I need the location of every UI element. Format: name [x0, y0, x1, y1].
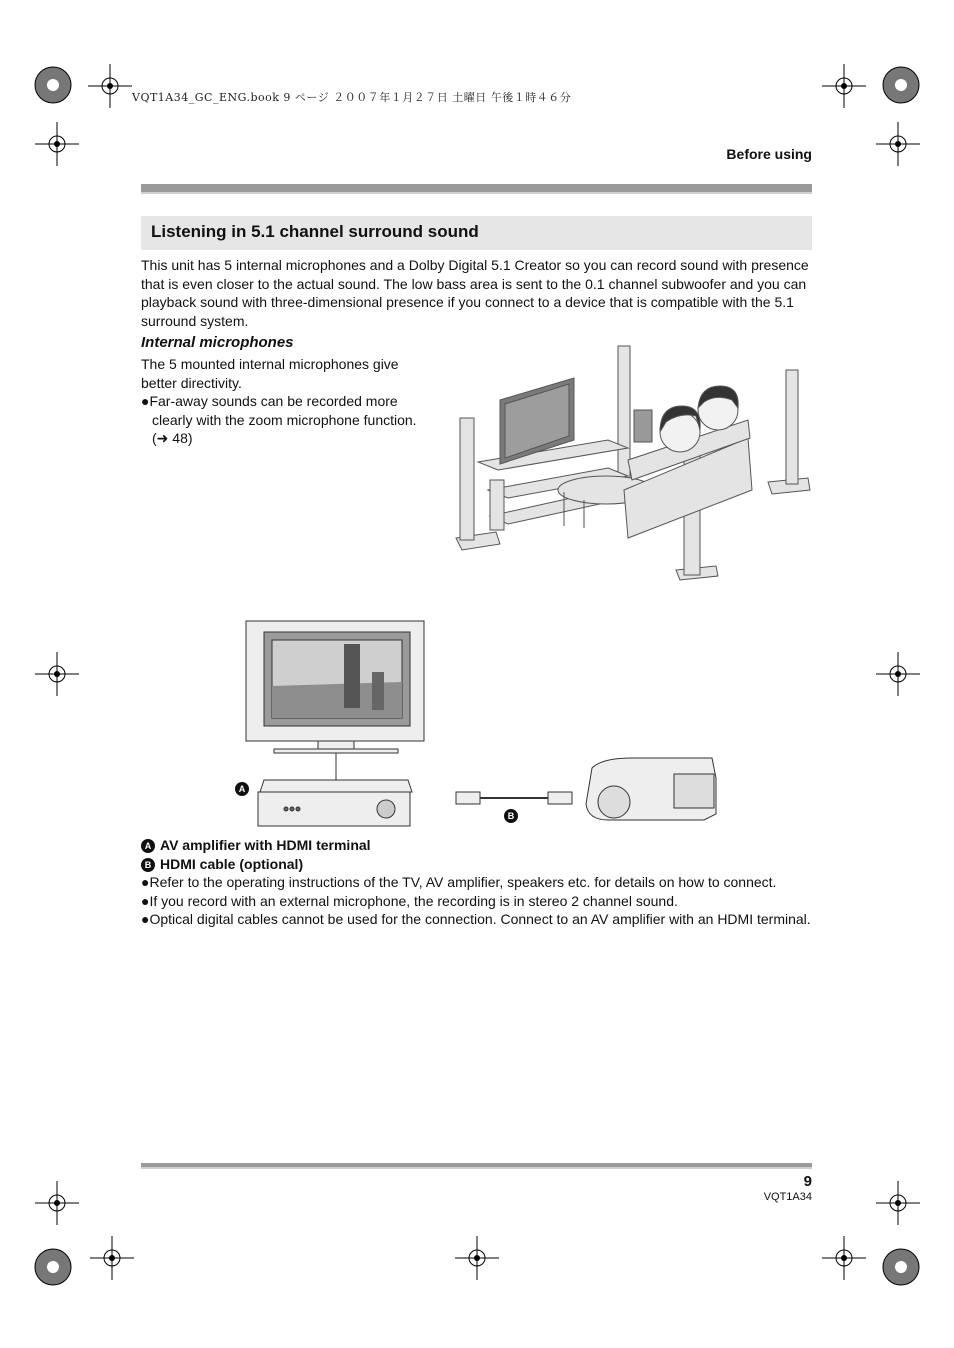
- registration-mark-icon: [876, 1242, 926, 1292]
- note-item: ●Optical digital cables cannot be used for the connection. Connect to an AV amplifier with an HDMI terminal.: [141, 911, 811, 928]
- crosshair-mark-icon: [35, 652, 79, 696]
- section-label: Before using: [726, 146, 812, 162]
- crosshair-mark-icon: [876, 1181, 920, 1225]
- crosshair-mark-icon: [88, 64, 132, 108]
- legend-item-b: [141, 855, 371, 874]
- badge-b-icon: B: [504, 809, 518, 823]
- internal-mics-bullet: ●Far-away sounds can be recorded more clearly with the zoom microphone function. (➜ 48): [141, 393, 417, 447]
- note-item: ●If you record with an external microphone, the recording is in stereo 2 channel sound.: [141, 892, 678, 909]
- legend-a-icon: A: [141, 839, 155, 853]
- badge-a-marker: [235, 780, 254, 798]
- crosshair-mark-icon: [35, 1181, 79, 1225]
- crosshair-mark-icon: [455, 1236, 499, 1280]
- internal-mics-bullet-text: Far-away sounds can be recorded more clearly with the zoom microphone function. (➜ 48): [149, 393, 417, 447]
- legend-b-label: HDMI cable (optional): [160, 855, 304, 872]
- bottom-rule: [141, 1163, 812, 1167]
- surround-room-illustration: [448, 340, 818, 585]
- legend-item-a: [141, 836, 371, 855]
- crosshair-mark-icon: [822, 64, 866, 108]
- page-number: 9: [803, 1173, 812, 1190]
- crosshair-mark-icon: [90, 1236, 134, 1280]
- crosshair-mark-icon: [822, 1236, 866, 1280]
- registration-mark-icon: [28, 60, 78, 110]
- crosshair-mark-icon: [876, 122, 920, 166]
- internal-mics-body: The 5 mounted internal microphones give better directivity.: [141, 356, 399, 391]
- section-title: Listening in 5.1 channel surround sound: [151, 222, 479, 241]
- badge-b-marker: [504, 807, 523, 825]
- registration-mark-icon: [28, 1242, 78, 1292]
- legend-b-icon: B: [141, 858, 155, 872]
- note-text: Optical digital cables cannot be used for the connection. Connect to an AV amplifier with an HDMI terminal.: [149, 911, 811, 928]
- model-code: VQT1A34: [763, 1191, 812, 1203]
- internal-mics-heading: Internal microphones: [141, 334, 294, 351]
- intro-paragraph: This unit has 5 internal microphones and a Dolby Digital 5.1 Creator so you can record sound with presence that is even closer to the actual sound. The low bass area is sent to the 0.1 channel subwoofer and you can playback sound with three-dimensional presence if you connect to a device that is compatible with the 5.1 surround system.: [141, 257, 809, 329]
- section-heading-bar: [141, 216, 812, 250]
- figure-legend: [141, 836, 371, 873]
- notes-list: [141, 873, 821, 929]
- crosshair-mark-icon: [35, 122, 79, 166]
- note-text: If you record with an external microphone, the recording is in stereo 2 channel sound.: [149, 892, 678, 909]
- legend-a-label: AV amplifier with HDMI terminal: [160, 837, 371, 853]
- note-item: ●Refer to the operating instructions of the TV, AV amplifier, speakers etc. for details on how to connect.: [141, 874, 777, 890]
- crosshair-mark-icon: [876, 652, 920, 696]
- top-rule: [141, 184, 812, 192]
- note-text: Refer to the operating instructions of the TV, AV amplifier, speakers etc. for details on how to connect.: [149, 874, 777, 890]
- registration-mark-icon: [876, 60, 926, 110]
- file-info-header: VQT1A34_GC_ENG.book 9 ページ ２００７年１月２７日 土曜日 午後１時４６分: [132, 91, 572, 104]
- badge-a-icon: A: [235, 782, 249, 796]
- internal-mics-text: [141, 355, 436, 448]
- hdmi-connection-illustration: [234, 618, 724, 830]
